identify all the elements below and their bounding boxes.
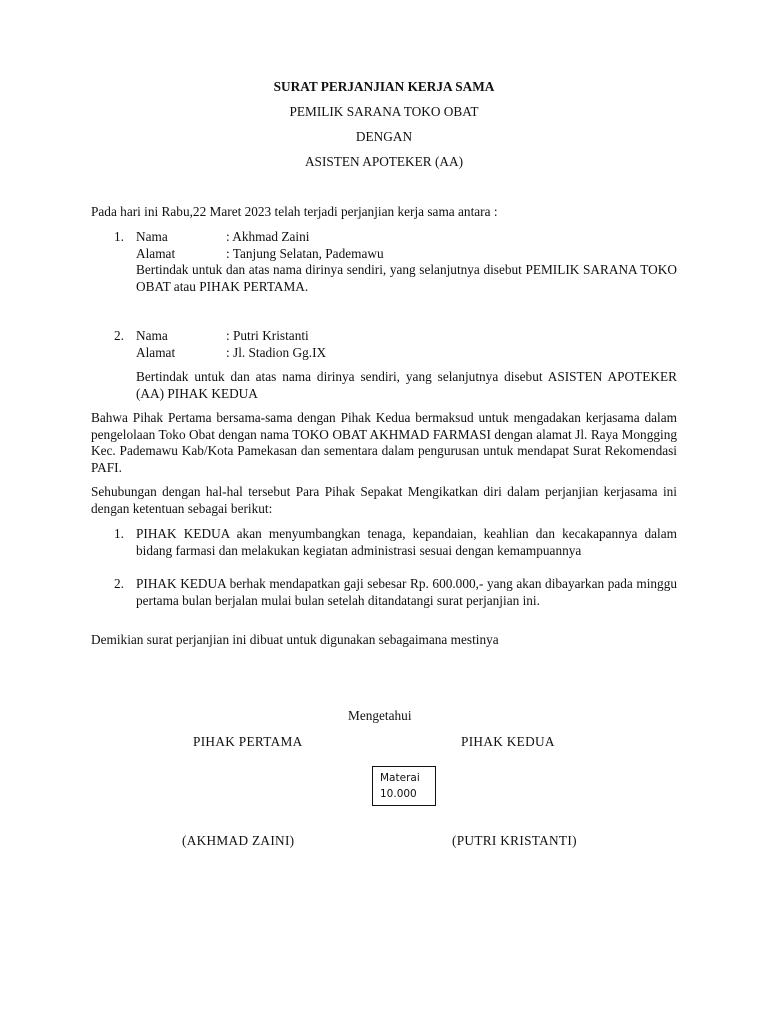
first-party-signatory-name: (AKHMAD ZAINI) xyxy=(182,833,295,848)
party-number: 1. xyxy=(114,229,124,244)
purpose-paragraph: Bahwa Pihak Pertama bersama-sama dengan Pihak Kedua bermaksud untuk mengadakan kerjasama dalam pengelolaan Toko Obat dengan nama TOKO OBAT AKHMAD FARMASI dengan alamat Jl. Raya Mongging Kec. Pademawu Kab/Kota Pamekasan dan sementara dalam pengurusan untuk mendapat Surat Rekomendasi PAFI. xyxy=(91,410,677,475)
term-number: 1. xyxy=(114,526,124,541)
witness-label: Mengetahui xyxy=(348,708,412,723)
term-text: PIHAK KEDUA akan menyumbangkan tenaga, kepandaian, keahlian dan kecakapannya dalam bidang farmasi dan melakukan kegiatan administrasi sesuai dengan kemampuannya xyxy=(136,526,677,558)
name-label: Nama xyxy=(136,229,168,244)
address-label: Alamat xyxy=(136,345,176,360)
document-subtitle-conjunction: DENGAN xyxy=(355,129,413,144)
address-label: Alamat xyxy=(136,246,176,261)
name-label: Nama xyxy=(136,328,168,343)
stamp-amount: 10.000 xyxy=(380,788,417,800)
closing-sentence: Demikian surat perjanjian ini dibuat untuk digunakan sebagaimana mestinya xyxy=(91,632,499,647)
stamp-label: Materai xyxy=(380,772,420,784)
address-value: : Jl. Stadion Gg.IX xyxy=(226,345,327,360)
second-party-label: PIHAK KEDUA xyxy=(461,734,555,749)
party-role-text: Bertindak untuk dan atas nama dirinya sendiri, yang selanjutnya disebut ASISTEN APOTEKER (AA) PIHAK KEDUA xyxy=(136,369,677,401)
document-subtitle: PEMILIK SARANA TOKO OBAT xyxy=(289,104,479,119)
term-text: PIHAK KEDUA berhak mendapatkan gaji sebesar Rp. 600.000,- yang akan dibayarkan pada minggu pertama bulan berjalan mulai bulan setelah ditandatangi surat perjanjian ini. xyxy=(136,576,677,608)
term-number: 2. xyxy=(114,576,124,591)
intro-sentence: Pada hari ini Rabu,22 Maret 2023 telah terjadi perjanjian kerja sama antara : xyxy=(91,204,498,219)
party-role-text: Bertindak untuk dan atas nama dirinya sendiri, yang selanjutnya disebut PEMILIK SARANA TOKO OBAT atau PIHAK PERTAMA. xyxy=(136,262,677,294)
document-title: SURAT PERJANJIAN KERJA SAMA xyxy=(273,79,495,94)
name-value: : Putri Kristanti xyxy=(226,328,309,343)
name-value: : Akhmad Zaini xyxy=(226,229,310,244)
address-value: : Tanjung Selatan, Pademawu xyxy=(226,246,384,261)
terms-intro-paragraph: Sehubungan dengan hal-hal tersebut Para Pihak Sepakat Mengikatkan diri dalam perjanjian kerjasama ini dengan ketentuan sebagai berikut: xyxy=(91,484,677,516)
materai-stamp-box xyxy=(372,766,436,806)
document-subtitle-second-party: ASISTEN APOTEKER (AA) xyxy=(304,154,464,169)
second-party-signatory-name: (PUTRI KRISTANTI) xyxy=(452,833,577,848)
party-number: 2. xyxy=(114,328,124,343)
first-party-label: PIHAK PERTAMA xyxy=(193,734,303,749)
